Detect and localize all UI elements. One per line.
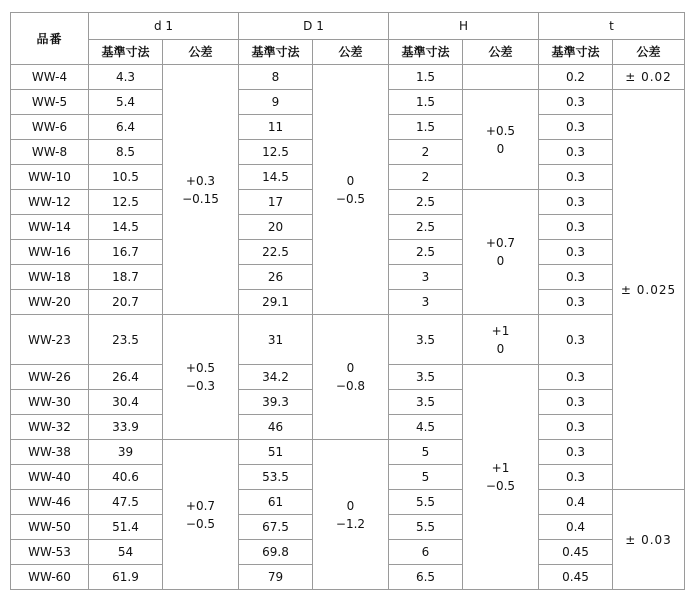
- table-row: [11, 440, 685, 465]
- H-nominal-cell: 3.5: [389, 365, 463, 390]
- d1-nominal-cell: 51.4: [89, 515, 163, 540]
- header-d1-nominal: 基準寸法: [89, 40, 163, 65]
- table-row: [11, 65, 685, 90]
- d1-nominal-cell: 12.5: [89, 190, 163, 215]
- d1-tolerance-cell: [163, 65, 239, 315]
- t-nominal-cell: 0.2: [539, 65, 613, 90]
- part-no-cell: WW-5: [11, 90, 89, 115]
- header-H-tolerance: 公差: [463, 40, 539, 65]
- part-no-cell: WW-10: [11, 165, 89, 190]
- tolerance-lower: −0.5: [485, 479, 516, 493]
- header-t-nominal: 基準寸法: [539, 40, 613, 65]
- d1-nominal-cell: 16.7: [89, 240, 163, 265]
- tolerance-lower: 0: [496, 141, 505, 156]
- H-nominal-cell: 1.5: [389, 90, 463, 115]
- H-nominal-cell: 3: [389, 290, 463, 315]
- tolerance-upper: +0.5: [485, 123, 516, 138]
- dimension-spec-table: [10, 12, 685, 590]
- header-part-no: 品番: [11, 13, 89, 65]
- t-nominal-cell: 0.3: [539, 365, 613, 390]
- tolerance-upper: +0.7: [485, 236, 516, 250]
- tolerance-upper: +0.5: [185, 361, 216, 375]
- d1-nominal-cell: 26.4: [89, 365, 163, 390]
- H-nominal-cell: 5: [389, 465, 463, 490]
- D1-nominal-cell: 26: [239, 265, 313, 290]
- d1-nominal-cell: 10.5: [89, 165, 163, 190]
- D1-nominal-cell: 29.1: [239, 290, 313, 315]
- header-t-tolerance: 公差: [613, 40, 685, 65]
- D1-nominal-cell: 11: [239, 115, 313, 140]
- d1-nominal-cell: 18.7: [89, 265, 163, 290]
- H-nominal-cell: 2.5: [389, 240, 463, 265]
- tolerance-lower: 0: [496, 254, 505, 268]
- H-nominal-cell: 2: [389, 165, 463, 190]
- header-d1: d 1: [89, 13, 239, 40]
- tolerance-upper: +1: [491, 461, 510, 475]
- t-nominal-cell: 0.3: [539, 440, 613, 465]
- t-tolerance-cell: ± 0.025: [613, 90, 685, 490]
- H-nominal-cell: 2.5: [389, 215, 463, 240]
- H-tolerance-cell: [463, 315, 539, 365]
- tolerance-upper: +0.3: [185, 173, 216, 188]
- part-no-cell: WW-38: [11, 440, 89, 465]
- H-nominal-cell: 3: [389, 265, 463, 290]
- D1-tolerance-cell: [313, 440, 389, 590]
- t-nominal-cell: 0.3: [539, 140, 613, 165]
- D1-nominal-cell: 69.8: [239, 540, 313, 565]
- tolerance-lower: −0.5: [185, 516, 216, 531]
- t-nominal-cell: 0.45: [539, 540, 613, 565]
- header-D1: D 1: [239, 13, 389, 40]
- d1-nominal-cell: 39: [89, 440, 163, 465]
- t-nominal-cell: 0.3: [539, 390, 613, 415]
- t-nominal-cell: 0.3: [539, 315, 613, 365]
- t-nominal-cell: 0.4: [539, 490, 613, 515]
- D1-nominal-cell: 39.3: [239, 390, 313, 415]
- H-nominal-cell: 4.5: [389, 415, 463, 440]
- tolerance-lower: −1.2: [335, 516, 366, 531]
- d1-nominal-cell: 23.5: [89, 315, 163, 365]
- d1-nominal-cell: 47.5: [89, 490, 163, 515]
- d1-tolerance-cell: [163, 315, 239, 440]
- D1-nominal-cell: 34.2: [239, 365, 313, 390]
- d1-nominal-cell: 14.5: [89, 215, 163, 240]
- H-nominal-cell: 5.5: [389, 515, 463, 540]
- H-nominal-cell: 2.5: [389, 190, 463, 215]
- part-no-cell: WW-26: [11, 365, 89, 390]
- D1-nominal-cell: 12.5: [239, 140, 313, 165]
- tolerance-upper: +1: [491, 323, 510, 338]
- part-no-cell: WW-40: [11, 465, 89, 490]
- H-nominal-cell: 2: [389, 140, 463, 165]
- part-no-cell: WW-14: [11, 215, 89, 240]
- tolerance-upper: +0.7: [185, 498, 216, 513]
- part-no-cell: WW-6: [11, 115, 89, 140]
- tolerance-lower: −0.5: [335, 191, 366, 206]
- part-no-cell: WW-18: [11, 265, 89, 290]
- D1-nominal-cell: 46: [239, 415, 313, 440]
- table-row: [11, 315, 685, 365]
- H-nominal-cell: 3.5: [389, 390, 463, 415]
- d1-nominal-cell: 5.4: [89, 90, 163, 115]
- D1-nominal-cell: 51: [239, 440, 313, 465]
- D1-tolerance-cell: [313, 315, 389, 440]
- d1-nominal-cell: 30.4: [89, 390, 163, 415]
- t-nominal-cell: 0.3: [539, 215, 613, 240]
- part-no-cell: WW-53: [11, 540, 89, 565]
- D1-nominal-cell: 8: [239, 65, 313, 90]
- part-no-cell: WW-32: [11, 415, 89, 440]
- D1-nominal-cell: 22.5: [239, 240, 313, 265]
- part-no-cell: WW-60: [11, 565, 89, 590]
- t-tolerance-cell: ± 0.02: [613, 65, 685, 90]
- part-no-cell: WW-23: [11, 315, 89, 365]
- D1-nominal-cell: 61: [239, 490, 313, 515]
- t-nominal-cell: 0.4: [539, 515, 613, 540]
- t-nominal-cell: 0.3: [539, 90, 613, 115]
- header-H-nominal: 基準寸法: [389, 40, 463, 65]
- D1-nominal-cell: 79: [239, 565, 313, 590]
- tolerance-upper: 0: [346, 173, 355, 188]
- t-tolerance-cell: ± 0.03: [613, 490, 685, 590]
- D1-nominal-cell: 9: [239, 90, 313, 115]
- H-tolerance-cell: [463, 190, 539, 315]
- t-nominal-cell: 0.3: [539, 290, 613, 315]
- t-nominal-cell: 0.45: [539, 565, 613, 590]
- part-no-cell: WW-16: [11, 240, 89, 265]
- H-nominal-cell: 3.5: [389, 315, 463, 365]
- part-no-cell: WW-4: [11, 65, 89, 90]
- d1-tolerance-cell: [163, 440, 239, 590]
- D1-nominal-cell: 20: [239, 215, 313, 240]
- tolerance-lower: −0.15: [182, 191, 219, 206]
- H-nominal-cell: 1.5: [389, 115, 463, 140]
- part-no-cell: WW-50: [11, 515, 89, 540]
- H-nominal-cell: 5: [389, 440, 463, 465]
- header-D1-nominal: 基準寸法: [239, 40, 313, 65]
- t-nominal-cell: 0.3: [539, 190, 613, 215]
- part-no-cell: WW-8: [11, 140, 89, 165]
- t-nominal-cell: 0.3: [539, 165, 613, 190]
- H-tolerance-cell: [463, 90, 539, 190]
- part-no-cell: WW-20: [11, 290, 89, 315]
- part-no-cell: WW-30: [11, 390, 89, 415]
- tolerance-lower: −0.3: [185, 379, 216, 393]
- tolerance-lower: 0: [496, 341, 505, 356]
- H-nominal-cell: 6: [389, 540, 463, 565]
- tolerance-upper: 0: [346, 361, 355, 375]
- D1-nominal-cell: 31: [239, 315, 313, 365]
- header-d1-tolerance: 公差: [163, 40, 239, 65]
- tolerance-lower: −0.8: [335, 379, 366, 393]
- D1-nominal-cell: 53.5: [239, 465, 313, 490]
- H-nominal-cell: 6.5: [389, 565, 463, 590]
- D1-nominal-cell: 14.5: [239, 165, 313, 190]
- t-nominal-cell: 0.3: [539, 265, 613, 290]
- D1-nominal-cell: 17: [239, 190, 313, 215]
- part-no-cell: WW-46: [11, 490, 89, 515]
- tolerance-upper: 0: [346, 498, 355, 513]
- D1-tolerance-cell: [313, 65, 389, 315]
- t-nominal-cell: 0.3: [539, 240, 613, 265]
- d1-nominal-cell: 4.3: [89, 65, 163, 90]
- H-tolerance-cell: [463, 365, 539, 590]
- header-D1-tolerance: 公差: [313, 40, 389, 65]
- part-no-cell: WW-12: [11, 190, 89, 215]
- H-nominal-cell: 1.5: [389, 65, 463, 90]
- d1-nominal-cell: 20.7: [89, 290, 163, 315]
- d1-nominal-cell: 6.4: [89, 115, 163, 140]
- d1-nominal-cell: 8.5: [89, 140, 163, 165]
- header-t: t: [539, 13, 685, 40]
- spec-table-container: [10, 12, 685, 590]
- H-nominal-cell: 5.5: [389, 490, 463, 515]
- D1-nominal-cell: 67.5: [239, 515, 313, 540]
- d1-nominal-cell: 33.9: [89, 415, 163, 440]
- t-nominal-cell: 0.3: [539, 415, 613, 440]
- d1-nominal-cell: 40.6: [89, 465, 163, 490]
- t-nominal-cell: 0.3: [539, 115, 613, 140]
- d1-nominal-cell: 54: [89, 540, 163, 565]
- header-H: H: [389, 13, 539, 40]
- d1-nominal-cell: 61.9: [89, 565, 163, 590]
- t-nominal-cell: 0.3: [539, 465, 613, 490]
- H-tolerance-cell-empty: [463, 65, 539, 90]
